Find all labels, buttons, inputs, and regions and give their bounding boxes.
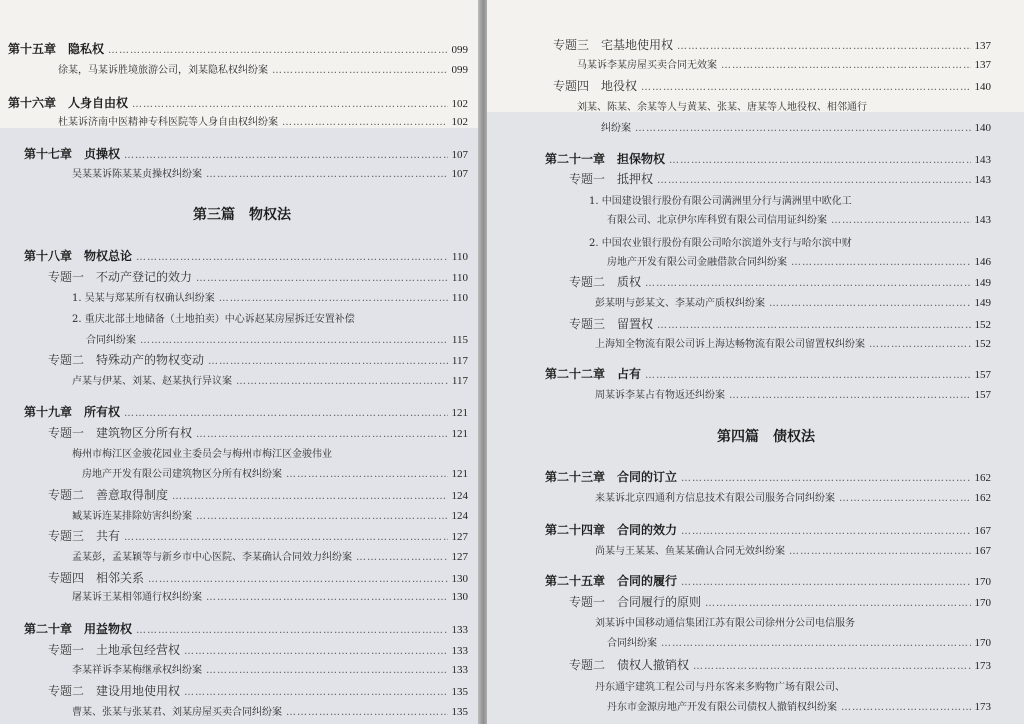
toc-entry-title: 专题二 质权	[569, 275, 642, 289]
toc-entry-title: 丹东通宇建筑工程公司与丹东客来多购物广场有限公司、	[595, 682, 845, 693]
toc-chapter-entry[interactable]	[0, 403, 468, 420]
toc-case-entry[interactable]	[0, 507, 468, 522]
toc-page-number: 110	[451, 292, 468, 304]
toc-leader-dots	[657, 175, 970, 186]
toc-entry-title: 1. 吴某与郑某所有权确认纠纷案	[72, 293, 215, 304]
toc-page-number: 130	[451, 573, 468, 585]
toc-page-number: 140	[974, 122, 991, 134]
toc-entry-title: 第十九章 所有权	[24, 405, 121, 419]
toc-leader-dots	[769, 298, 971, 309]
toc-page-number: 137	[974, 59, 991, 71]
toc-case-entry[interactable]	[0, 445, 468, 460]
toc-entry-title: 专题二 特殊动产的物权变动	[48, 353, 205, 367]
toc-page-number: 143	[974, 214, 991, 226]
toc-chapter-entry[interactable]	[487, 521, 991, 538]
toc-case-entry[interactable]	[0, 372, 468, 387]
toc-topic-entry[interactable]	[0, 268, 468, 285]
toc-page-number: 152	[974, 338, 991, 350]
toc-case-entry[interactable]	[0, 113, 468, 128]
toc-leader-dots	[635, 123, 971, 134]
toc-leader-dots	[681, 526, 970, 537]
toc-leader-dots	[657, 320, 970, 331]
toc-entry-title: 纠纷案	[601, 123, 631, 134]
toc-page-number: 133	[451, 664, 468, 676]
toc-entry-title: 专题一 建筑物区分所有权	[48, 426, 193, 440]
toc-chapter-entry[interactable]	[487, 150, 991, 167]
toc-case-entry[interactable]	[487, 253, 991, 268]
toc-leader-dots	[841, 702, 971, 713]
toc-leader-dots	[136, 625, 447, 636]
toc-entry-title: 专题二 债权人撤销权	[569, 658, 690, 672]
toc-leader-dots	[184, 646, 447, 657]
toc-leader-dots	[196, 429, 447, 440]
toc-entry-title: 李某祥诉李某梅继承权纠纷案	[72, 665, 202, 676]
toc-page-number: 117	[451, 355, 468, 367]
toc-entry-title: 刘某诉中国移动通信集团江苏有限公司徐州分公司电信服务	[595, 618, 855, 629]
toc-leader-dots	[705, 598, 970, 609]
toc-page-number: 117	[451, 375, 468, 387]
toc-entry-title: 2. 重庆北部土地储备（土地拍卖）中心诉赵某房屋拆迁安置补偿	[72, 314, 355, 325]
toc-page-number: 167	[974, 545, 991, 557]
toc-entry-title: 第二十三章 合同的订立	[545, 470, 678, 484]
toc-page-number: 110	[451, 272, 468, 284]
toc-page-number: 130	[451, 591, 468, 603]
toc-chapter-entry[interactable]	[0, 247, 468, 264]
toc-entry-title: 周某诉李某占有物返还纠纷案	[595, 390, 725, 401]
toc-topic-entry[interactable]	[0, 351, 468, 368]
toc-case-entry[interactable]	[487, 192, 991, 207]
toc-topic-entry[interactable]	[0, 641, 468, 658]
toc-page-number: 124	[451, 490, 468, 502]
toc-entry-title: 第十六章 人身自由权	[8, 96, 129, 110]
toc-entry-title: 来某诉北京四通利方信息技术有限公司服务合同纠纷案	[595, 493, 835, 504]
toc-leader-dots	[831, 215, 971, 226]
toc-page-number: 107	[451, 168, 468, 180]
toc-leader-dots	[272, 65, 448, 76]
toc-entry-title: 专题三 宅基地使用权	[553, 38, 674, 52]
toc-entry-title: 卢某与伊某、刘某、赵某执行异议案	[72, 376, 232, 387]
toc-leader-dots	[136, 252, 448, 263]
toc-case-entry[interactable]	[0, 588, 468, 603]
toc-page-number: 149	[974, 277, 991, 289]
toc-case-entry[interactable]	[487, 678, 991, 693]
toc-leader-dots	[124, 150, 447, 161]
toc-leader-dots	[124, 532, 447, 543]
toc-leader-dots	[208, 356, 448, 367]
toc-entry-title: 刘某、陈某、余某等人与黄某、张某、唐某等人地役权、相邻通行	[577, 102, 867, 113]
toc-entry-title: 专题一 土地承包经营权	[48, 643, 181, 657]
toc-entry-title: 第二十一章 担保物权	[545, 152, 666, 166]
toc-leader-dots	[681, 473, 970, 484]
toc-page-number: 146	[974, 256, 991, 268]
toc-entry-title: 专题三 留置权	[569, 317, 654, 331]
toc-page-number: 133	[451, 624, 468, 636]
toc-page-number: 102	[451, 116, 468, 128]
toc-case-entry[interactable]	[0, 548, 468, 563]
toc-entry-title: 第十五章 隐私权	[8, 42, 105, 56]
toc-chapter-entry[interactable]	[0, 94, 468, 111]
part-title-4: 第四篇 债权法	[717, 429, 815, 445]
toc-page-number: 143	[974, 154, 991, 166]
toc-case-entry[interactable]	[0, 61, 468, 76]
toc-entry-title: 杜某诉济南中医精神专科医院等人身自由权纠纷案	[58, 117, 278, 128]
toc-page-number: 127	[451, 531, 468, 543]
toc-page-number: 137	[974, 40, 991, 52]
toc-chapter-entry[interactable]	[0, 620, 468, 637]
toc-topic-entry[interactable]	[487, 315, 991, 332]
toc-entry-title: 曹某、张某与张某君、刘某房屋买卖合同纠纷案	[72, 707, 282, 718]
toc-page-number: 140	[974, 81, 991, 93]
toc-case-entry[interactable]	[0, 661, 468, 676]
toc-page-number: 110	[451, 251, 468, 263]
toc-page-number: 121	[451, 407, 468, 419]
toc-page-number: 133	[451, 645, 468, 657]
toc-page-number: 102	[451, 98, 468, 110]
toc-chapter-entry[interactable]	[0, 145, 468, 162]
toc-leader-dots	[108, 45, 447, 56]
toc-entry-title: 专题一 抵押权	[569, 172, 654, 186]
toc-entry-title: 第二十五章 合同的履行	[545, 574, 678, 588]
toc-page-number: 115	[451, 334, 468, 346]
toc-leader-dots	[196, 511, 448, 522]
toc-leader-dots	[286, 469, 448, 480]
toc-entry-title: 房地产开发有限公司金融借款合同纠纷案	[607, 257, 787, 268]
toc-page-number: 170	[974, 576, 991, 588]
toc-page-number: 143	[974, 174, 991, 186]
toc-leader-dots	[206, 592, 448, 603]
toc-entry-title: 专题一 不动产登记的效力	[48, 270, 193, 284]
toc-topic-entry[interactable]	[0, 569, 468, 586]
toc-leader-dots	[184, 687, 447, 698]
toc-case-entry[interactable]	[487, 294, 991, 309]
toc-leader-dots	[641, 82, 970, 93]
toc-entry-title: 上海知全物流有限公司诉上海达畅物流有限公司留置权纠纷案	[595, 339, 865, 350]
toc-topic-entry[interactable]	[487, 593, 991, 610]
toc-leader-dots	[677, 41, 970, 52]
toc-entry-title: 专题四 地役权	[553, 79, 638, 93]
left-page	[0, 0, 482, 724]
toc-case-entry[interactable]	[487, 698, 991, 713]
toc-entry-title: 马某诉李某房屋买卖合同无效案	[577, 60, 717, 71]
toc-topic-entry[interactable]	[0, 682, 468, 699]
toc-leader-dots	[148, 574, 447, 585]
toc-page-number: 127	[451, 551, 468, 563]
toc-leader-dots	[206, 169, 448, 180]
toc-page-number: 099	[451, 64, 468, 76]
toc-leader-dots	[132, 99, 447, 110]
toc-entry-title: 第十八章 物权总论	[24, 249, 133, 263]
toc-page-number: 121	[451, 428, 468, 440]
toc-entry-title: 梅州市梅江区金骏花园业主委员会与梅州市梅江区金骏伟业	[72, 449, 332, 460]
toc-page-number: 157	[974, 369, 991, 381]
part-title-3: 第三篇 物权法	[193, 207, 291, 223]
toc-leader-dots	[645, 278, 970, 289]
toc-case-entry[interactable]	[0, 165, 468, 180]
toc-entry-title: 徐某，马某诉胜境旅游公司，刘某隐私权纠纷案	[58, 65, 268, 76]
toc-case-entry[interactable]	[487, 614, 991, 629]
toc-entry-title: 第十七章 贞操权	[24, 147, 121, 161]
toc-page-number: 162	[974, 492, 991, 504]
toc-topic-entry[interactable]	[487, 36, 991, 53]
toc-entry-title: 2. 中国农业银行股份有限公司哈尔滨道外支行与哈尔滨中财	[589, 238, 852, 249]
toc-entry-title: 专题二 善意取得制度	[48, 488, 169, 502]
toc-topic-entry[interactable]	[0, 486, 468, 503]
toc-chapter-entry[interactable]	[487, 468, 991, 485]
toc-leader-dots	[286, 707, 448, 718]
toc-leader-dots	[140, 335, 448, 346]
toc-page-number: 121	[451, 468, 468, 480]
toc-entry-title: 臧某诉连某排除妨害纠纷案	[72, 511, 192, 522]
toc-page-number: 173	[974, 660, 991, 672]
toc-page-number: 135	[451, 686, 468, 698]
toc-entry-title: 专题三 共有	[48, 529, 121, 543]
toc-leader-dots	[693, 661, 970, 672]
toc-case-entry[interactable]	[487, 211, 991, 226]
toc-entry-title: 第二十二章 占有	[545, 367, 642, 381]
toc-entry-title: 尚某与王某某、鱼某某确认合同无效纠纷案	[595, 546, 785, 557]
toc-entry-title: 第二十章 用益物权	[24, 622, 133, 636]
toc-topic-entry[interactable]	[0, 527, 468, 544]
toc-entry-title: 吴某某诉陈某某贞操权纠纷案	[72, 169, 202, 180]
toc-leader-dots	[791, 257, 971, 268]
toc-page-number: 157	[974, 389, 991, 401]
toc-leader-dots	[729, 390, 971, 401]
toc-page-number: 099	[451, 44, 468, 56]
toc-topic-entry[interactable]	[487, 273, 991, 290]
toc-entry-title: 屠某诉王某相邻通行权纠纷案	[72, 592, 202, 603]
toc-entry-title: 合同纠纷案	[607, 638, 657, 649]
toc-leader-dots	[282, 117, 448, 128]
toc-entry-title: 房地产开发有限公司建筑物区分所有权纠纷案	[82, 469, 282, 480]
toc-leader-dots	[124, 408, 447, 419]
toc-page-number: 167	[974, 525, 991, 537]
toc-chapter-entry[interactable]	[487, 365, 991, 382]
toc-page-number: 170	[974, 637, 991, 649]
toc-entry-title: 丹东市金源房地产开发有限公司债权人撤销权纠纷案	[607, 702, 837, 713]
toc-entry-title: 专题一 合同履行的原则	[569, 595, 702, 609]
toc-case-entry[interactable]	[0, 331, 468, 346]
toc-case-entry[interactable]	[487, 335, 991, 350]
toc-case-entry[interactable]	[487, 386, 991, 401]
toc-entry-title: 合同纠纷案	[86, 335, 136, 346]
toc-leader-dots	[669, 155, 970, 166]
toc-case-entry[interactable]	[487, 119, 991, 134]
toc-leader-dots	[681, 577, 970, 588]
toc-case-entry[interactable]	[487, 634, 991, 649]
toc-leader-dots	[839, 493, 971, 504]
toc-topic-entry[interactable]	[487, 77, 991, 94]
toc-leader-dots	[645, 370, 970, 381]
toc-case-entry[interactable]	[487, 98, 991, 113]
toc-case-entry[interactable]	[0, 289, 468, 304]
toc-case-entry[interactable]	[0, 703, 468, 718]
toc-leader-dots	[721, 60, 971, 71]
toc-case-entry[interactable]	[0, 310, 468, 325]
toc-page-number: 152	[974, 319, 991, 331]
toc-entry-title: 彭某明与彭某文、李某动产质权纠纷案	[595, 298, 765, 309]
toc-page-number: 107	[451, 149, 468, 161]
toc-leader-dots	[869, 339, 971, 350]
toc-page-number: 124	[451, 510, 468, 522]
toc-case-entry[interactable]	[487, 234, 991, 249]
toc-leader-dots	[236, 376, 448, 387]
toc-page-number: 149	[974, 297, 991, 309]
toc-entry-title: 专题二 建设用地使用权	[48, 684, 181, 698]
toc-page-number: 170	[974, 597, 991, 609]
toc-leader-dots	[661, 638, 971, 649]
toc-leader-dots	[356, 552, 448, 563]
toc-page-number: 162	[974, 472, 991, 484]
toc-leader-dots	[219, 293, 448, 304]
toc-topic-entry[interactable]	[487, 656, 991, 673]
toc-page-number: 173	[974, 701, 991, 713]
toc-case-entry[interactable]	[0, 465, 468, 480]
toc-entry-title: 第二十四章 合同的效力	[545, 523, 678, 537]
toc-leader-dots	[196, 273, 448, 284]
toc-entry-title: 孟某彭，孟某颖等与新乡市中心医院、李某确认合同效力纠纷案	[72, 552, 352, 563]
toc-chapter-entry[interactable]	[487, 572, 991, 589]
toc-case-entry[interactable]	[487, 542, 991, 557]
toc-leader-dots	[206, 665, 448, 676]
toc-topic-entry[interactable]	[487, 170, 991, 187]
toc-chapter-entry[interactable]	[0, 40, 468, 57]
right-page	[487, 0, 1024, 724]
toc-entry-title: 1. 中国建设银行股份有限公司满洲里分行与满洲里中欧化工	[589, 196, 852, 207]
toc-topic-entry[interactable]	[0, 424, 468, 441]
toc-entry-title: 专题四 相邻关系	[48, 571, 145, 585]
toc-case-entry[interactable]	[487, 56, 991, 71]
toc-case-entry[interactable]	[487, 489, 991, 504]
toc-page-number: 135	[451, 706, 468, 718]
toc-entry-title: 有限公司、北京伊尔库科贸有限公司信用证纠纷案	[607, 215, 827, 226]
toc-leader-dots	[789, 546, 971, 557]
toc-leader-dots	[172, 491, 447, 502]
